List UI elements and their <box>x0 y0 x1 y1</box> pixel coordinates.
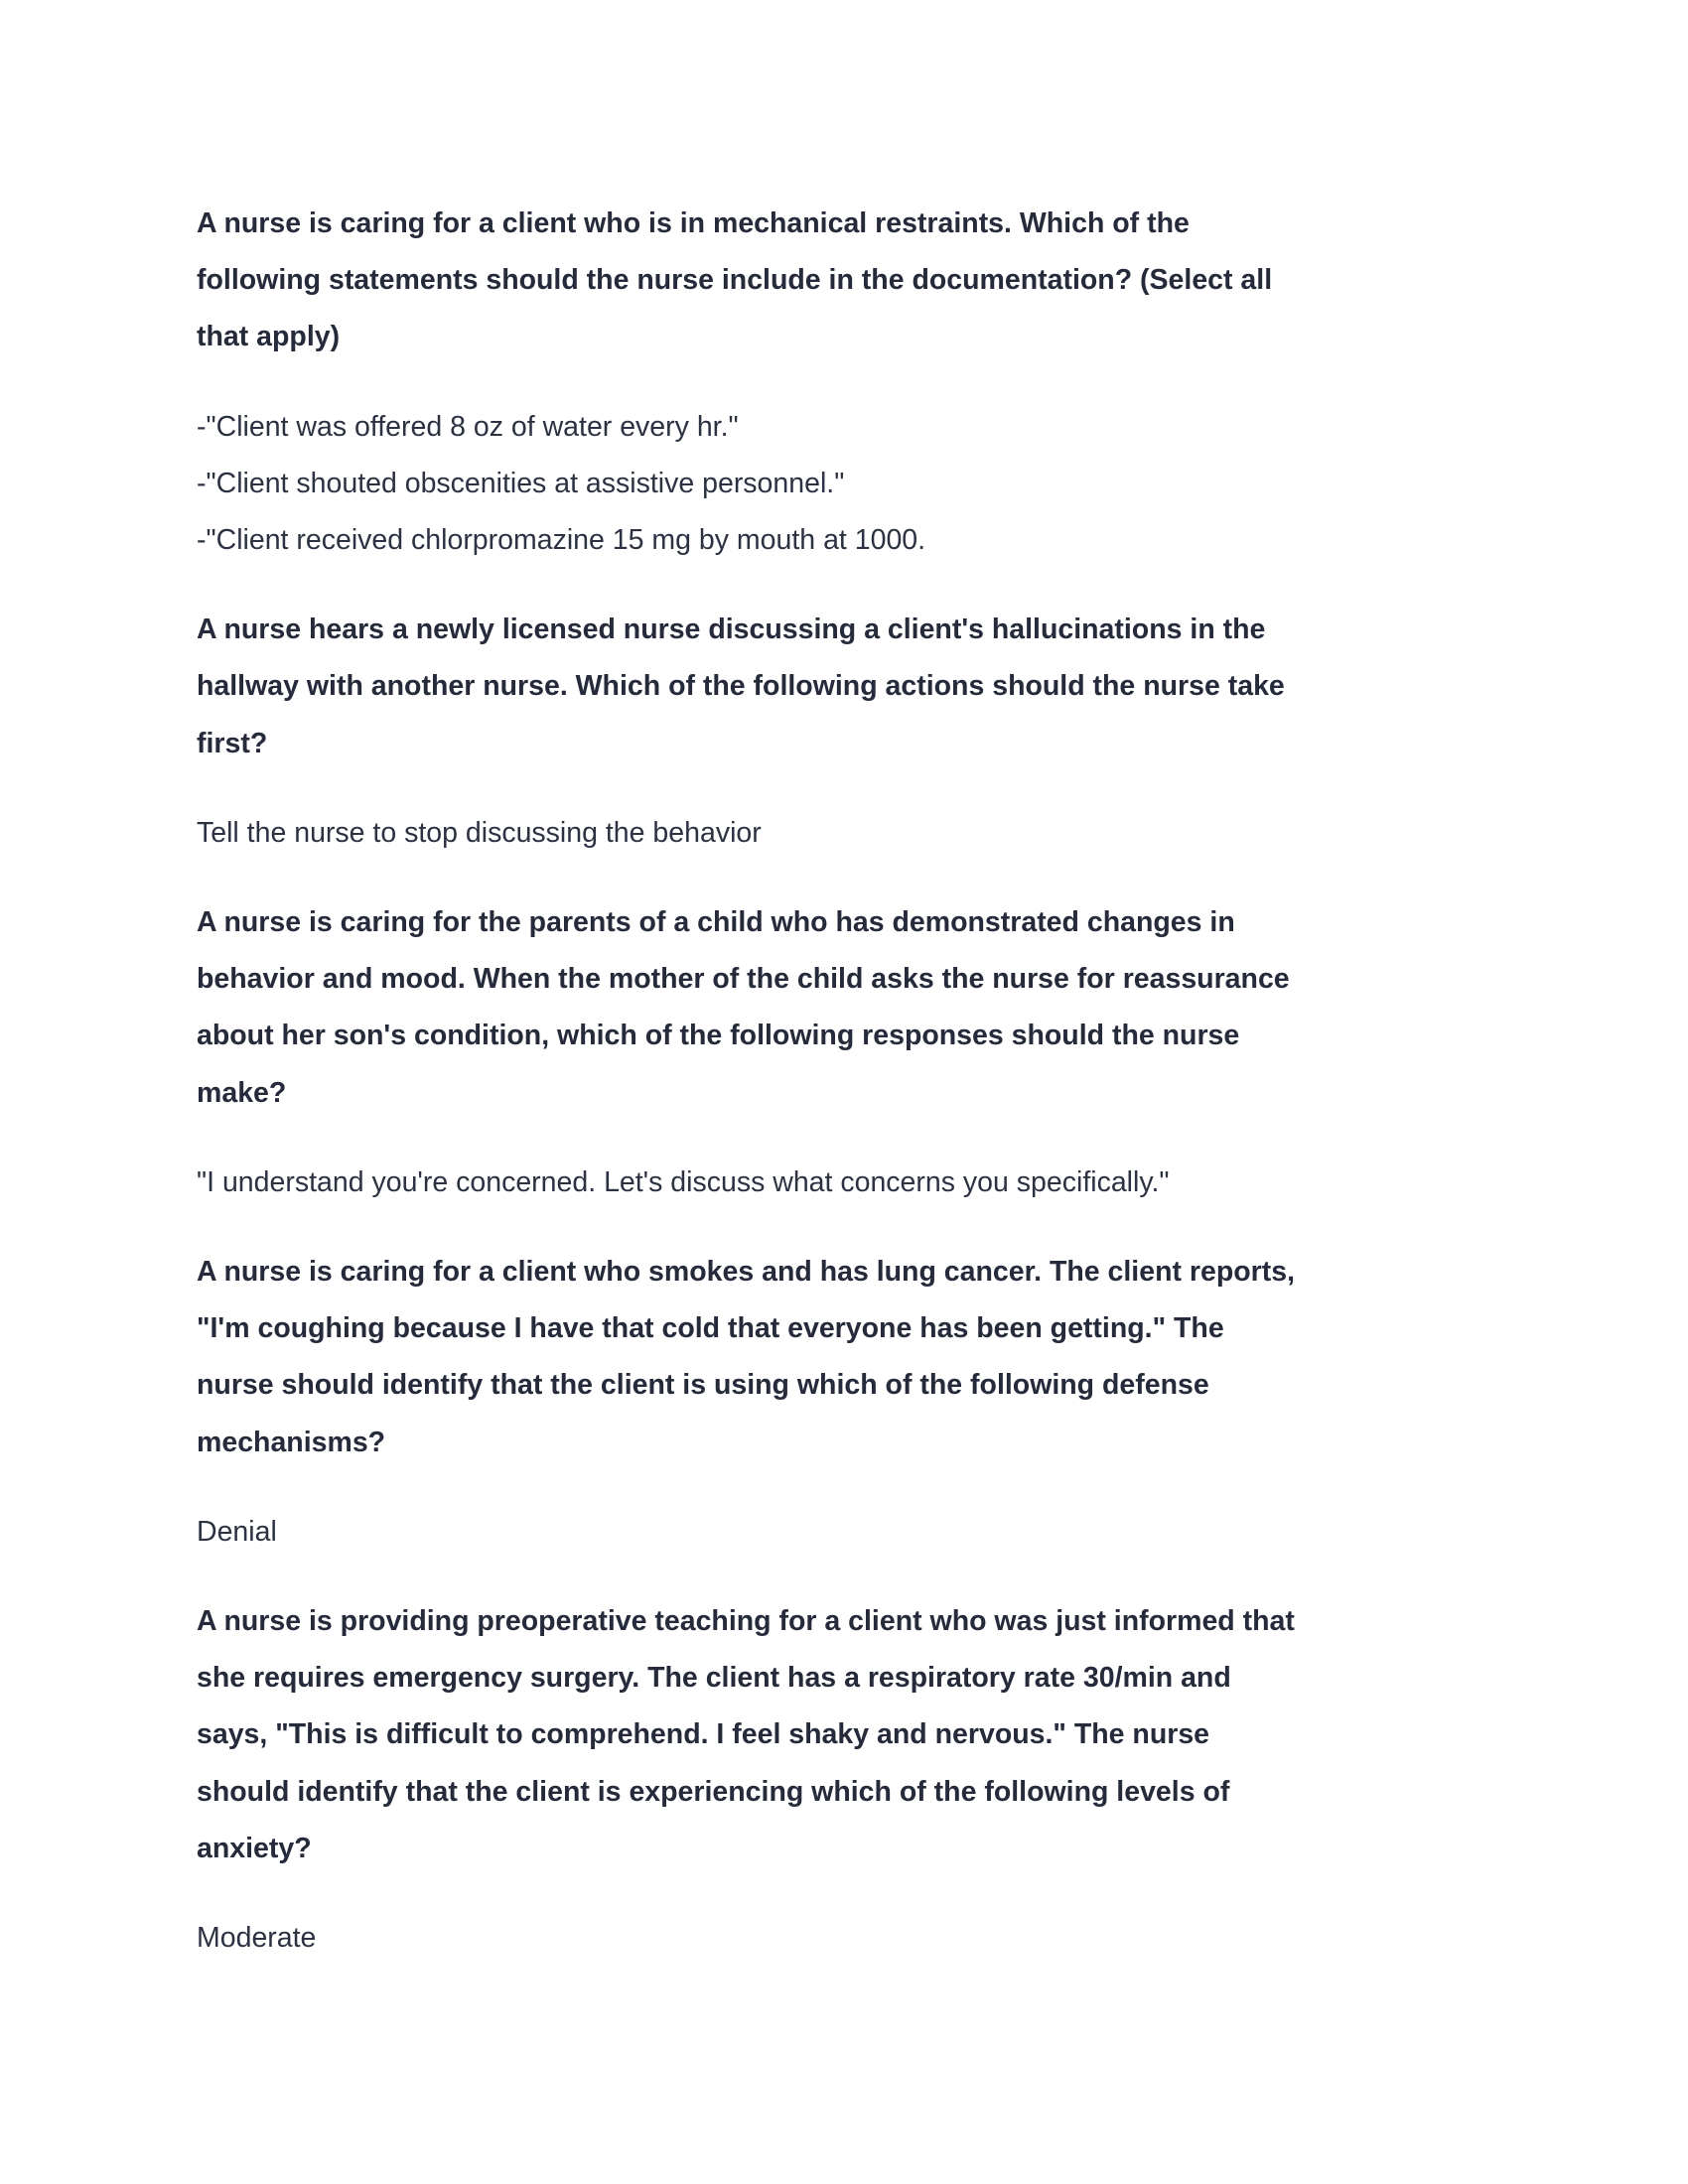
answer-line: Moderate <box>197 1922 317 1955</box>
answer-text <box>197 1504 1507 1561</box>
question-line: A nurse is providing preoperative teaching for a client who was just informed that <box>197 1605 1295 1638</box>
qa-item-2 <box>197 602 1507 862</box>
question-line: behavior and mood. When the mother of the child asks the nurse for reassurance <box>197 963 1290 996</box>
answer-line: -"Client shouted obscenities at assistive personnel." <box>197 467 845 499</box>
answer-text <box>197 1910 1507 1967</box>
answer-line: -"Client was offered 8 oz of water every hr." <box>197 410 739 443</box>
question-line: hallway with another nurse. Which of the following actions should the nurse take <box>197 670 1285 703</box>
question-text <box>197 1593 1507 1877</box>
question-line: A nurse is caring for a client who is in mechanical restraints. Which of the <box>197 207 1190 239</box>
document-page <box>197 196 1507 1999</box>
question-text <box>197 602 1507 772</box>
question-text <box>197 894 1507 1122</box>
answer-line: "I understand you're concerned. Let's discuss what concerns you specifically." <box>197 1165 1170 1198</box>
answer-line: -"Client received chlorpromazine 15 mg by mouth at 1000. <box>197 524 926 557</box>
question-text <box>197 1244 1507 1471</box>
question-line: mechanisms? <box>197 1426 386 1458</box>
question-text <box>197 196 1507 366</box>
question-line: first? <box>197 727 268 759</box>
question-line: should identify that the client is experiencing which of the following levels of <box>197 1775 1230 1808</box>
answer-line: Tell the nurse to stop discussing the behavior <box>197 816 762 849</box>
question-line: that apply) <box>197 321 341 353</box>
question-line: A nurse is caring for a client who smokes and has lung cancer. The client reports, <box>197 1256 1296 1289</box>
question-line: A nurse hears a newly licensed nurse discussing a client's hallucinations in the <box>197 614 1266 646</box>
question-line: A nurse is caring for the parents of a child who has demonstrated changes in <box>197 906 1235 939</box>
question-line: she requires emergency surgery. The client has a respiratory rate 30/min and <box>197 1662 1231 1695</box>
question-line: about her son's condition, which of the following responses should the nurse <box>197 1020 1240 1052</box>
question-line: following statements should the nurse include in the documentation? (Select all <box>197 264 1273 297</box>
question-line: says, "This is difficult to comprehend. I feel shaky and nervous." The nurse <box>197 1718 1210 1751</box>
question-line: "I'm coughing because I have that cold that everyone has been getting." The <box>197 1312 1224 1345</box>
qa-item-1 <box>197 196 1507 569</box>
question-line: anxiety? <box>197 1832 312 1864</box>
qa-item-5 <box>197 1593 1507 1967</box>
question-line: nurse should identify that the client is using which of the following defense <box>197 1369 1209 1402</box>
answer-line: Denial <box>197 1515 277 1548</box>
question-line: make? <box>197 1076 287 1109</box>
answer-text <box>197 1155 1507 1211</box>
answer-text <box>197 805 1507 862</box>
qa-item-3 <box>197 894 1507 1211</box>
qa-item-4 <box>197 1244 1507 1561</box>
answer-text <box>197 399 1507 570</box>
